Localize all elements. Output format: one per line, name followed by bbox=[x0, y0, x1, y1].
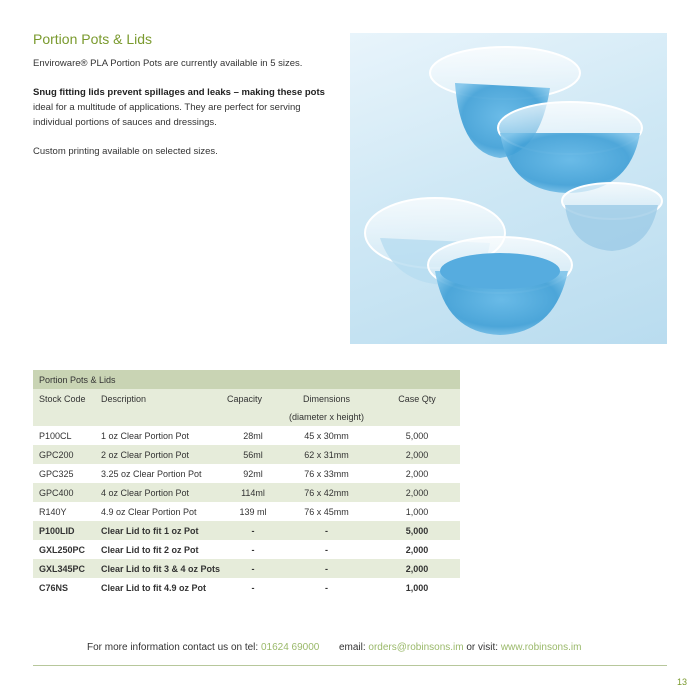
cell-dimensions: - bbox=[279, 521, 374, 540]
cell-case-qty: 2,000 bbox=[374, 559, 460, 578]
header-dimensions: Dimensions bbox=[279, 389, 374, 408]
cell-stock-code: C76NS bbox=[39, 582, 69, 593]
footer-tel[interactable]: 01624 69000 bbox=[260, 642, 320, 653]
table-row bbox=[33, 540, 460, 559]
cell-capacity: 92ml bbox=[243, 468, 263, 479]
cell-description: 3.25 oz Clear Portion Pot bbox=[101, 468, 202, 479]
cell-stock-code: P100LID bbox=[33, 521, 95, 540]
cell-description: Clear Lid to fit 4.9 oz Pot bbox=[101, 582, 207, 593]
table-title: Portion Pots & Lids bbox=[33, 370, 460, 389]
table-row bbox=[33, 502, 460, 521]
cell-description: 2 oz Clear Portion Pot bbox=[95, 445, 221, 464]
cell-dimensions: 76 x 45mm bbox=[304, 506, 349, 517]
cell-description: 4.9 oz Clear Portion Pot bbox=[101, 506, 197, 517]
table-title-row bbox=[33, 370, 460, 389]
footer-divider bbox=[33, 665, 667, 666]
cell-capacity: 114ml bbox=[221, 483, 279, 502]
table-header-row bbox=[33, 389, 460, 408]
cell-dimensions: - bbox=[279, 559, 374, 578]
cell-stock-code: R140Y bbox=[39, 506, 67, 517]
table-row bbox=[33, 445, 460, 464]
cell-case-qty: 2,000 bbox=[405, 468, 429, 479]
cell-stock-code: GXL345PC bbox=[33, 559, 95, 578]
table-row bbox=[33, 464, 460, 483]
intro-line-applications: ideal for a multitude of applications. They are perfect for serving individual portions of sauces and dressings. bbox=[33, 102, 301, 128]
table-subheader-row bbox=[33, 408, 460, 426]
cell-dimensions: - bbox=[325, 582, 328, 593]
cell-capacity: 28ml bbox=[243, 430, 263, 441]
cell-stock-code: GXL250PC bbox=[39, 544, 86, 555]
cell-stock-code: GPC400 bbox=[33, 483, 95, 502]
cell-case-qty: 5,000 bbox=[405, 430, 429, 441]
cell-capacity: - bbox=[221, 559, 279, 578]
cell-stock-code: P100CL bbox=[39, 430, 72, 441]
table-body bbox=[33, 426, 460, 597]
footer-email[interactable]: orders@robinsons.im bbox=[368, 642, 464, 653]
cell-stock-code: GPC200 bbox=[33, 445, 95, 464]
cell-description: Clear Lid to fit 2 oz Pot bbox=[101, 544, 199, 555]
cell-case-qty: 2,000 bbox=[374, 445, 460, 464]
cell-case-qty: 2,000 bbox=[405, 544, 429, 555]
cell-dimensions: 45 x 30mm bbox=[304, 430, 349, 441]
footer-contact bbox=[87, 642, 581, 653]
cell-capacity: - bbox=[251, 582, 255, 593]
footer-visit-label: or visit: bbox=[466, 642, 499, 653]
table-row bbox=[33, 426, 460, 445]
cell-description: 4 oz Clear Portion Pot bbox=[95, 483, 221, 502]
cell-case-qty: 2,000 bbox=[374, 483, 460, 502]
footer-website[interactable]: www.robinsons.im bbox=[500, 642, 582, 653]
cell-description: Clear Lid to fit 3 & 4 oz Pots bbox=[95, 559, 221, 578]
footer-email-label: email: bbox=[338, 642, 366, 653]
cell-dimensions: - bbox=[325, 544, 328, 555]
header-stock-code: Stock Code bbox=[33, 389, 95, 408]
page-number: 13 bbox=[677, 677, 688, 687]
cell-capacity: 139 ml bbox=[239, 506, 267, 517]
cell-capacity: - bbox=[251, 544, 255, 555]
cell-case-qty: 1,000 bbox=[405, 506, 429, 517]
intro-line-printing: Custom printing available on selected sizes. bbox=[33, 146, 218, 157]
header-capacity: Capacity bbox=[221, 389, 279, 408]
cell-dimensions: 76 x 42mm bbox=[279, 483, 374, 502]
table-row bbox=[33, 559, 460, 578]
header-case-qty: Case Qty bbox=[374, 389, 460, 408]
intro-line-sizes: Enviroware® PLA Portion Pots are currently available in 5 sizes. bbox=[33, 58, 303, 69]
product-table bbox=[33, 370, 460, 597]
cell-case-qty: 5,000 bbox=[374, 521, 460, 540]
table-row bbox=[33, 578, 460, 597]
header-description: Description bbox=[95, 389, 221, 408]
cell-dimensions: 76 x 33mm bbox=[304, 468, 349, 479]
cell-description: Clear Lid to fit 1 oz Pot bbox=[95, 521, 221, 540]
product-photo bbox=[350, 33, 667, 344]
footer-lead: For more information contact us on tel: bbox=[87, 642, 259, 653]
table-row bbox=[33, 521, 460, 540]
intro-line-lids: Snug fitting lids prevent spillages and leaks – making these pots bbox=[33, 87, 325, 98]
page-title: Portion Pots & Lids bbox=[33, 31, 153, 47]
table-row bbox=[33, 483, 460, 502]
cell-dimensions: 62 x 31mm bbox=[279, 445, 374, 464]
intro-text bbox=[33, 56, 333, 159]
cell-description: 1 oz Clear Portion Pot bbox=[101, 430, 190, 441]
cell-stock-code: GPC325 bbox=[39, 468, 74, 479]
cell-capacity: - bbox=[221, 521, 279, 540]
cell-case-qty: 1,000 bbox=[405, 582, 429, 593]
cell-capacity: 56ml bbox=[221, 445, 279, 464]
header-dimensions-sub: (diameter x height) bbox=[279, 408, 374, 426]
portion-pots-illustration bbox=[350, 33, 667, 344]
